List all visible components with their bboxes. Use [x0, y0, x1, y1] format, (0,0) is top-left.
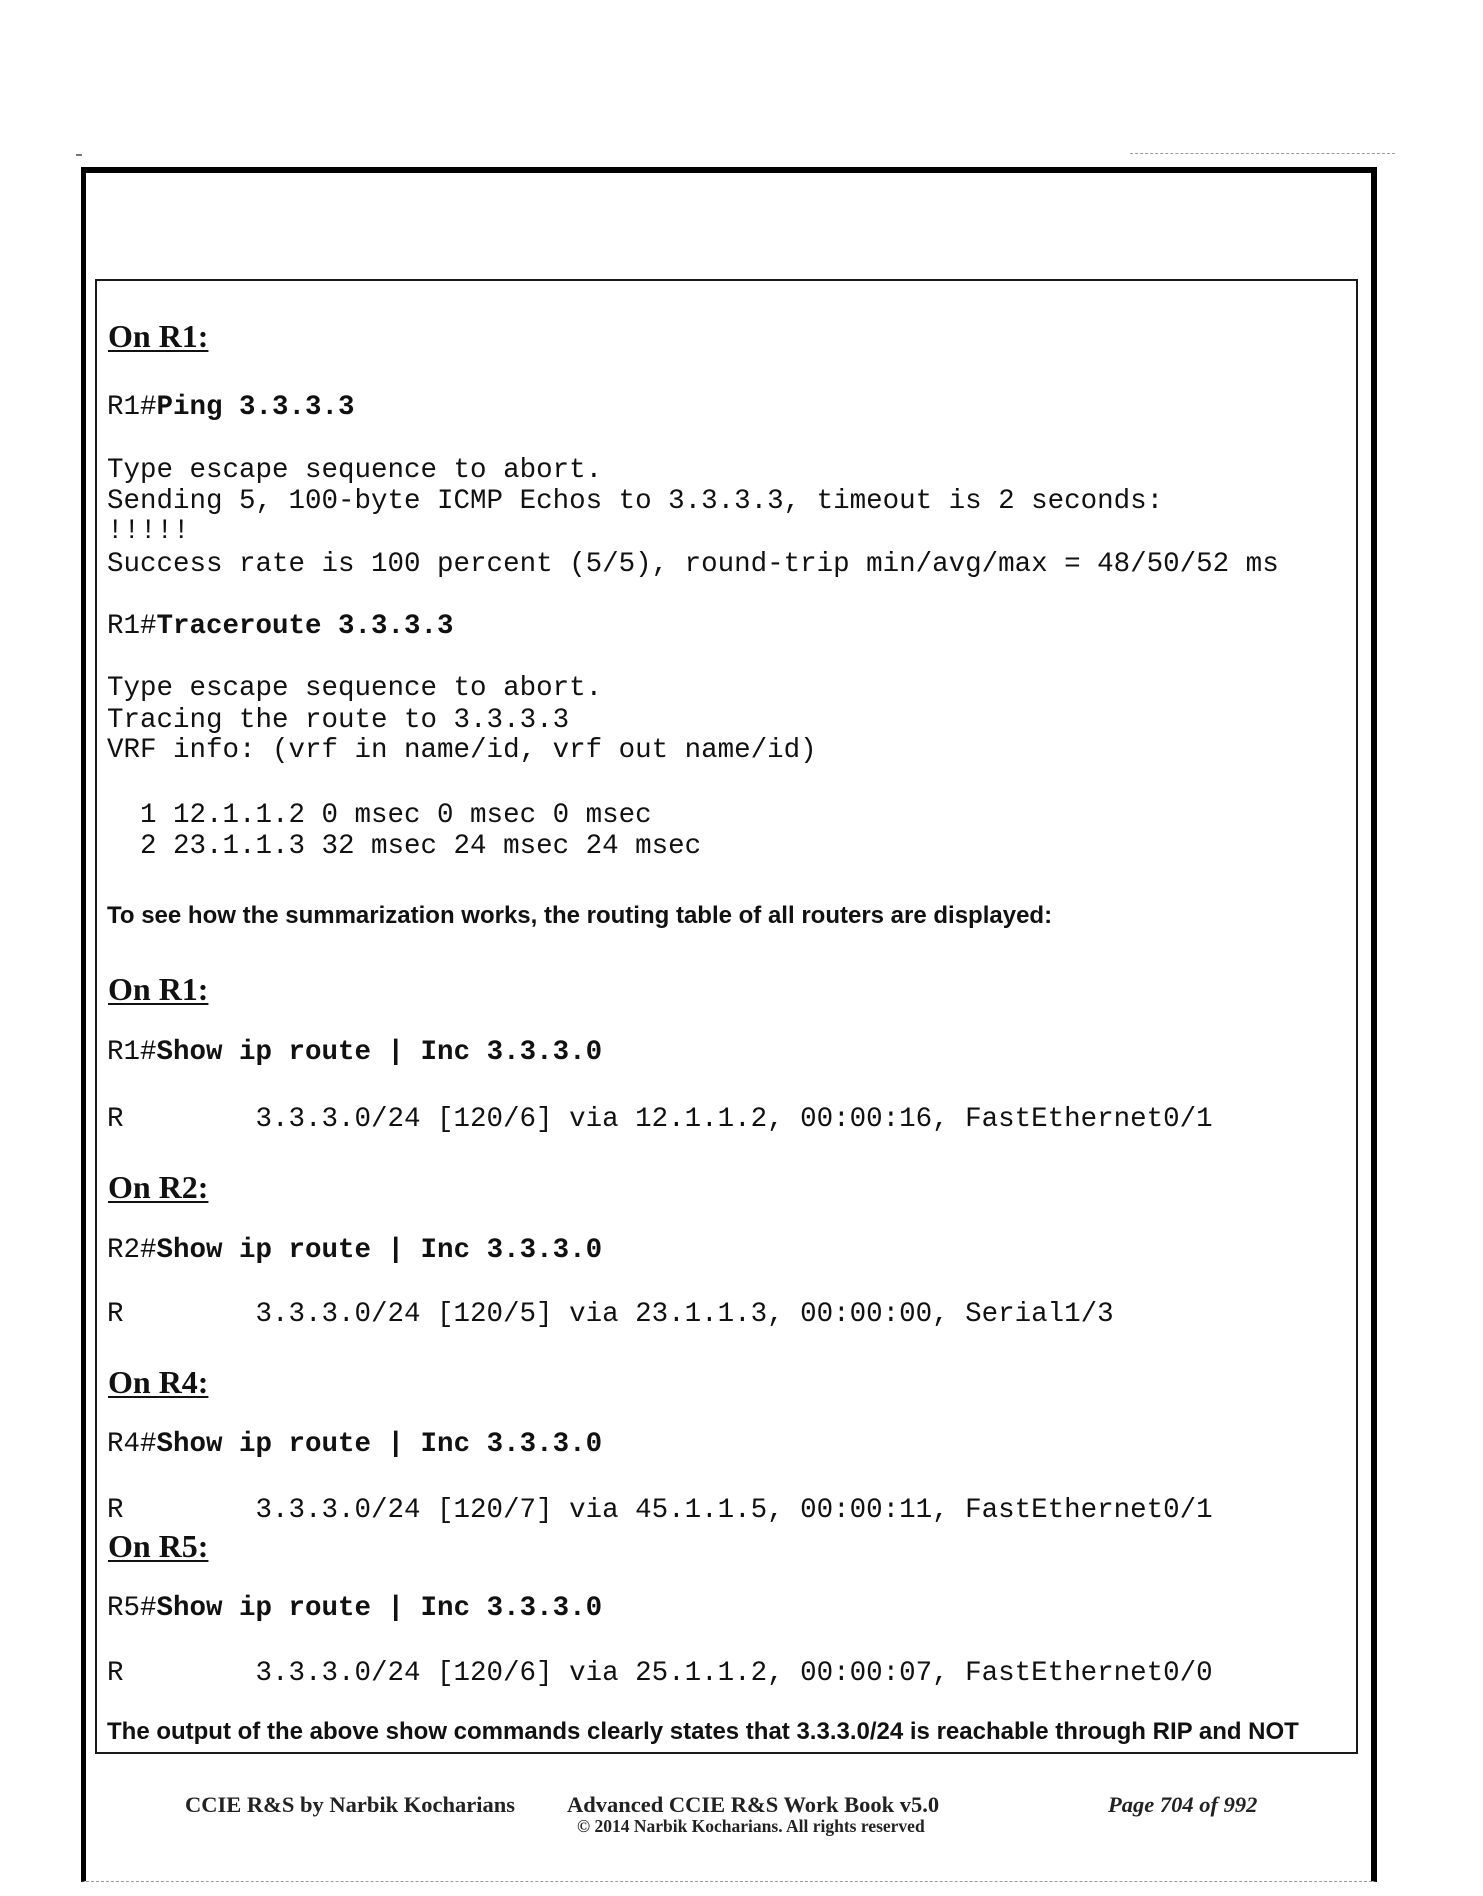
cli-command: Traceroute 3.3.3.3	[156, 611, 454, 642]
traceroute-output-line: VRF info: (vrf in name/id, vrf out name/id)	[107, 735, 817, 766]
cli-command: Show ip route | Inc 3.3.3.0	[156, 1429, 603, 1460]
section-heading-r4: On R4:	[108, 1364, 209, 1400]
route-detail: 3.3.3.0/24 [120/6] via 25.1.1.2, 00:00:07, FastEthernet0/0	[255, 1658, 1213, 1689]
cli-command: Show ip route | Inc 3.3.3.0	[156, 1235, 603, 1266]
cli-command: Ping 3.3.3.3	[156, 392, 355, 423]
ping-summary: Success rate is 100 percent (5/5), round-trip min/avg/max = 48/50/52 ms	[107, 549, 1279, 580]
route-code: R	[107, 1495, 124, 1526]
cli-prompt: R1#	[107, 611, 157, 642]
footer-author: CCIE R&S by Narbik Kocharians	[185, 1792, 516, 1817]
traceroute-output-line: Type escape sequence to abort.	[107, 673, 603, 704]
cli-command: Show ip route | Inc 3.3.3.0	[156, 1037, 603, 1068]
scan-artifact	[1130, 153, 1395, 154]
show-command-line-r2	[107, 1235, 602, 1267]
traceroute-command-line	[107, 611, 454, 643]
route-entry-r2	[107, 1299, 1114, 1331]
route-code: R	[107, 1658, 124, 1689]
route-entry-r1	[107, 1104, 1213, 1136]
ping-command-line	[107, 392, 355, 424]
show-command-line-r5	[107, 1593, 602, 1625]
section-heading-r1: On R1:	[108, 971, 209, 1007]
ping-result-marks: !!!!!	[107, 516, 190, 547]
footer-page-number: Page 704 of 992	[1108, 1792, 1258, 1817]
cli-prompt: R4#	[107, 1429, 157, 1460]
scan-artifact	[76, 154, 82, 156]
cli-prompt: R2#	[107, 1235, 157, 1266]
show-command-line-r4	[107, 1429, 602, 1461]
ping-output-line: Sending 5, 100-byte ICMP Echos to 3.3.3.3, timeout is 2 seconds:	[107, 486, 1164, 517]
section-heading-r1-ping: On R1:	[108, 318, 209, 354]
route-detail: 3.3.3.0/24 [120/6] via 12.1.1.2, 00:00:16, FastEthernet0/1	[255, 1104, 1213, 1135]
traceroute-hop: 2 23.1.1.3 32 msec 24 msec 24 msec	[107, 831, 702, 862]
footer-book-title: Advanced CCIE R&S Work Book v5.0	[567, 1792, 940, 1817]
cli-command: Show ip route | Inc 3.3.3.0	[156, 1593, 603, 1624]
route-code: R	[107, 1299, 124, 1330]
explanation-paragraph: To see how the summarization works, the routing table of all routers are displayed:	[107, 902, 1053, 929]
conclusion-paragraph: The output of the above show commands clearly states that 3.3.3.0/24 is reachable through RIP and NOT	[107, 1718, 1299, 1745]
cli-prompt: R1#	[107, 392, 157, 423]
route-detail: 3.3.3.0/24 [120/5] via 23.1.1.3, 00:00:00, Serial1/3	[255, 1299, 1114, 1330]
section-heading-r2: On R2:	[108, 1169, 209, 1205]
route-entry-r4	[107, 1495, 1213, 1527]
route-code: R	[107, 1104, 124, 1135]
section-heading-r5: On R5:	[108, 1528, 209, 1564]
show-command-line-r1	[107, 1037, 602, 1069]
cli-prompt: R5#	[107, 1593, 157, 1624]
traceroute-hop: 1 12.1.1.2 0 msec 0 msec 0 msec	[107, 800, 652, 831]
footer-copyright: © 2014 Narbik Kocharians. All rights reserved	[577, 1816, 925, 1836]
ping-output-line: Type escape sequence to abort.	[107, 455, 603, 486]
route-detail: 3.3.3.0/24 [120/7] via 45.1.1.5, 00:00:11, FastEthernet0/1	[255, 1495, 1213, 1526]
traceroute-output-line: Tracing the route to 3.3.3.3	[107, 705, 570, 736]
route-entry-r5	[107, 1658, 1213, 1690]
cli-prompt: R1#	[107, 1037, 157, 1068]
